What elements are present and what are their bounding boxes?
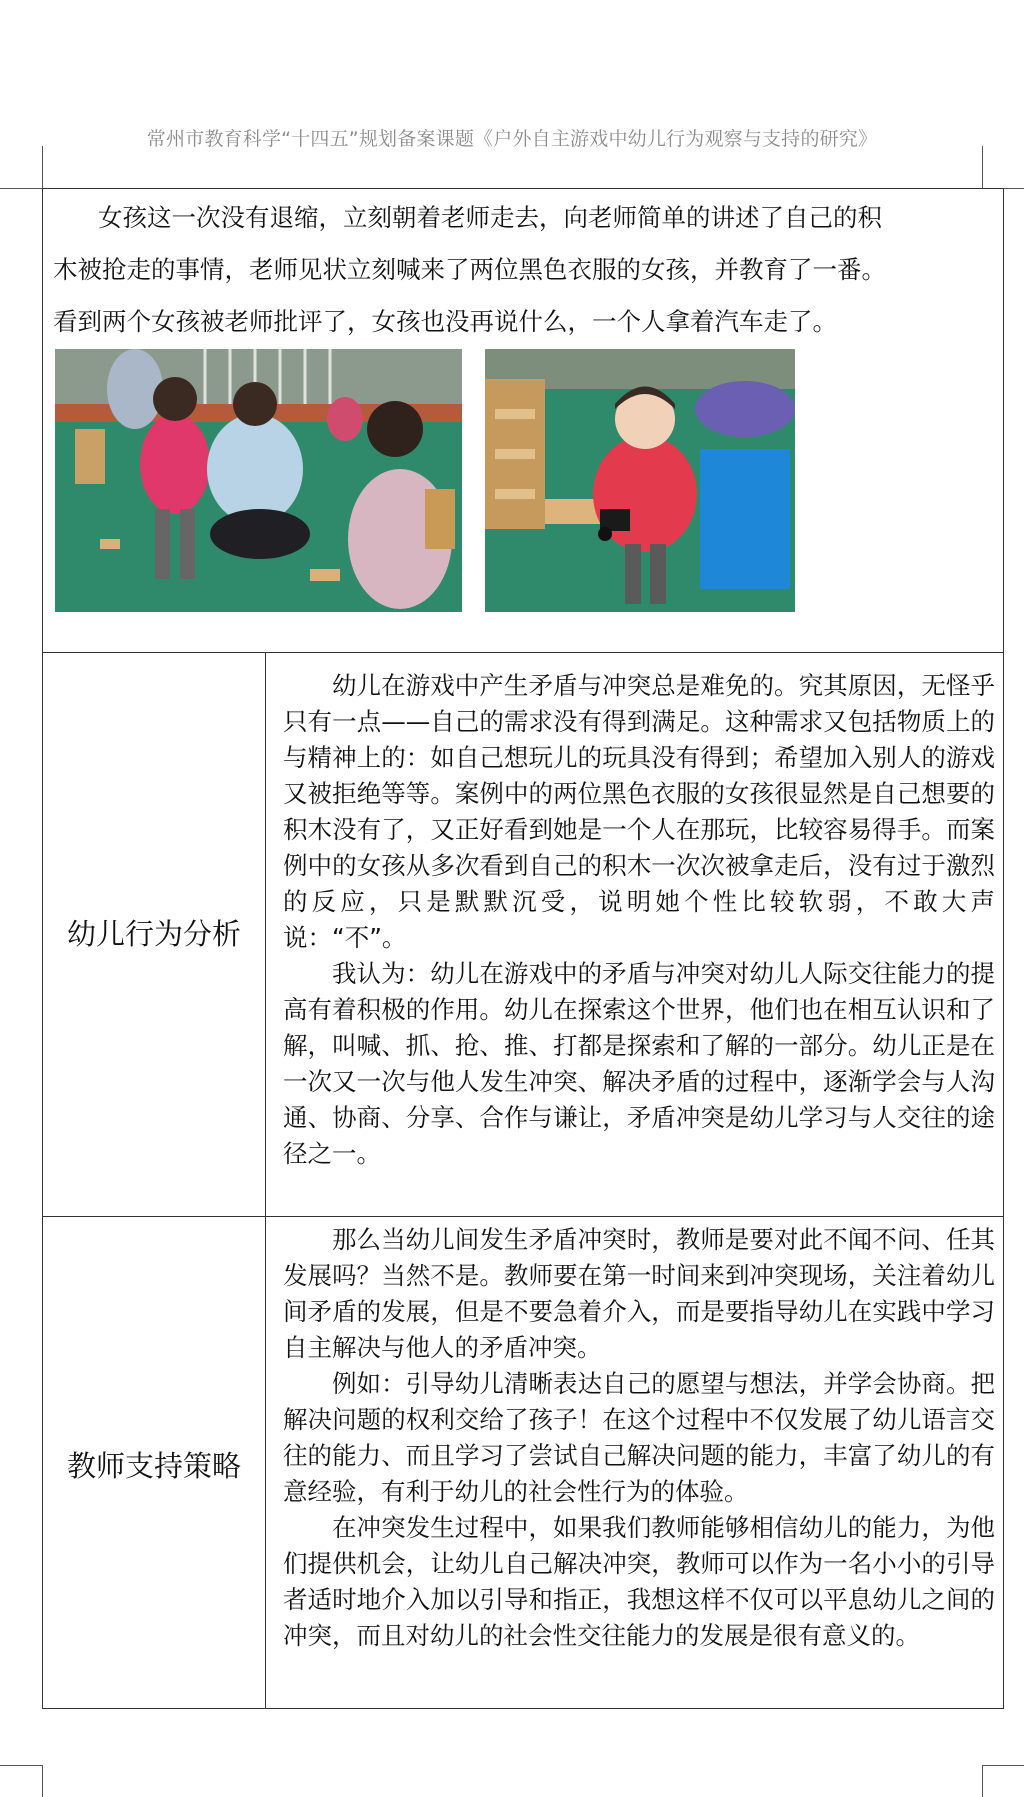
row-label-behavior-analysis: 幼儿行为分析 [66,917,241,951]
row-divider-2 [43,1216,1003,1217]
story-line-3: 看到两个女孩被老师批评了，女孩也没再说什么，一个人拿着汽车走了。 [53,307,837,336]
row-divider-1 [43,652,1003,653]
behavior-analysis-paragraph: 我认为：幼儿在游戏中的矛盾与冲突对幼儿人际交往能力的提高有着积极的作用。幼儿在探索这个世界，他们也在相互认识和了解，叫喊、抓、抢、推、打都是探索和了解的一部分。幼儿正是在一次又一次与他人发生冲突、解决矛盾的过程中，逐渐学会与人沟通、协商、分享、合作与谦让，矛盾冲突是幼儿学习与人交往的途径之一。 [283,959,995,1168]
photo-girl-holding-toy-car [485,349,795,612]
row-label-teacher-strategy: 教师支持策略 [66,1449,241,1483]
corner-mark-tl [42,146,43,188]
corner-mark-bl [42,1765,43,1797]
corner-mark-tl-h [0,188,42,189]
behavior-analysis-paragraph: 幼儿在游戏中产生矛盾与冲突总是难免的。究其原因，无怪乎只有一点——自己的需求没有得到满足。这种需求又包括物质上的与精神上的：如自己想玩儿的玩具没有得到；希望加入别人的游戏又被拒绝等等。案例中的两位黑色衣服的女孩很显然是自己想要的积木没有了，又正好看到她是一个人在那玩，比较容易得手。而案例中的女孩从多次看到自己的积木一次次被拿走后，没有过于激烈的反应，只是默默沉受，说明她个性比较软弱，不敢大声说：“不”。 [283,671,995,952]
case-table [42,188,1004,1709]
corner-mark-br [982,1765,983,1797]
page-header: 常州市教育科学“十四五”规划备案课题《户外自主游戏中幼儿行为观察与支持的研究》 [146,128,878,150]
teacher-strategy-text [283,1222,995,1654]
teacher-strategy-paragraph: 例如：引导幼儿清晰表达自己的愿望与想法，并学会协商。把解决问题的权利交给了孩子！在这个过程中不仅发展了幼儿语言交往的能力、而且学习了尝试自己解决问题的能力，丰富了幼儿的有意经验，有利于幼儿的社会性行为的体验。 [283,1369,995,1506]
photo-teacher-and-children [55,349,462,612]
story-line-2: 木被抢走的事情，老师见状立刻喊来了两位黑色衣服的女孩，并教育了一番。 [53,255,886,284]
column-divider [265,652,266,1708]
corner-mark-tr [982,146,983,188]
corner-mark-br-h [982,1765,1024,1766]
story-line-1: 女孩这一次没有退缩，立刻朝着老师走去，向老师简单的讲述了自己的积 [98,203,882,232]
corner-mark-bl-h [0,1765,42,1766]
teacher-strategy-paragraph: 那么当幼儿间发生矛盾冲突时，教师是要对此不闻不问、任其发展吗？当然不是。教师要在第一时间来到冲突现场，关注着幼儿间矛盾的发展，但是不要急着介入，而是要指导幼儿在实践中学习自主解决与他人的矛盾冲突。 [283,1225,995,1362]
behavior-analysis-text [283,668,995,1172]
teacher-strategy-paragraph: 在冲突发生过程中，如果我们教师能够相信幼儿的能力，为他们提供机会，让幼儿自己解决冲突，教师可以作为一名小小的引导者适时地介入加以引导和指正，我想这样不仅可以平息幼儿之间的冲突，而且对幼儿的社会性交往能力的发展是很有意义的。 [283,1513,995,1650]
